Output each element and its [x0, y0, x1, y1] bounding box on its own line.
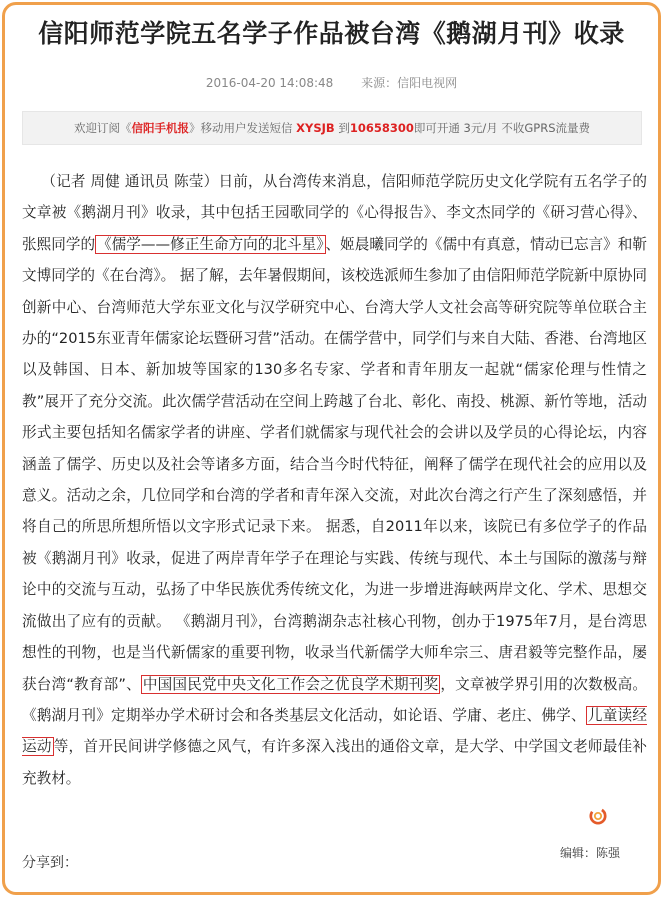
subscribe-prefix: 欢迎订阅《 — [74, 121, 132, 135]
subscribe-banner[interactable] — [22, 111, 642, 145]
subscribe-suffix: 即可开通 3元/月 不收GPRS流量费 — [413, 121, 590, 135]
editor-credit: 编辑：陈强 — [560, 846, 621, 860]
subscribe-to: 到 — [334, 121, 350, 135]
subscribe-middle: 》移动用户发送短信 — [189, 121, 297, 135]
publish-date: 2016-04-20 14:08:48 — [205, 76, 334, 90]
sms-number: 10658300 — [349, 121, 414, 135]
swirl-logo-icon — [589, 807, 607, 825]
share-to-label[interactable]: 分享到： — [22, 855, 78, 871]
sms-code: XYSJB — [296, 121, 335, 135]
article-paragraph — [22, 166, 647, 794]
article-text-1: （记者 周健 通讯员 陈莹）日前，从台湾传来消息，信阳师范学院历史文化学院有五名学子的文章被《鹅湖月刊》收录，其中包括王园歌同学的《心得报告》、李文杰同学的《研习营心得》、张熙同学的 — [22, 173, 648, 253]
article-body — [22, 166, 647, 794]
article-source: 来源：信阳电视网 — [361, 76, 458, 90]
article-text-2: 、姬晨曦同学的《儒中有真意，情动已忘言》和靳文博同学的《在台湾》。 据了解，去年暑假期间，该校选派师生参加了由信阳师范学院新中原协同创新中心、台湾师范大学东亚文化与汉学研究中心、台湾大学人文社会高等研究院等单位联合主办的“2015东亚青年儒家论坛暨研习营”活动。在儒学营中，同学们与来自大陆、香港、台湾地区以及韩国、日本、新加坡等国家的130多名专家、学者和青年朋友一起就“儒家伦理与性情之教”展开了充分交流。此次儒学营活动在空间上跨越了台北、彰化、南投、桃源、新竹等地，活动形式主要包括知名儒家学者的讲座、学者们就儒家与现代社会的会讲以及学员的心得论坛，内容涵盖了儒学、历史以及社会等诸多方面，结合当今时代特征，阐释了儒学在现代社会的应用以及意义。活动之余，几位同学和台湾的学者和青年深入交流，对此次台湾之行产生了深刻感悟，并将自己的所思所想所悟以文字形式记录下来。 据悉，自2011年以来，该院已有多位学子的作品被《鹅湖月刊》收录，促进了两岸青年学子在理论与实践、传统与现代、本土与国际的激荡与辩论中的交流与互动，弘扬了中华民族优秀传统文化，为进一步增进海峡两岸文化、学术、思想交流做出了应有的贡献。 《鹅湖月刊》，台湾鹅湖杂志社核心刊物，创办于1975年7月，是台湾思想性的刊物，也是当代新儒家的重要刊物，收录当代新儒学大师牟宗三、唐君毅等完整作品，屡获台湾“教育部”、 — [22, 235, 647, 693]
article-text-4: 等，首开民间讲学修德之风气，有许多深入浅出的通俗文章，是大学、中学国文老师最佳补充教材。 — [22, 738, 647, 787]
article-meta — [0, 74, 663, 91]
highlight-box-3: 儿童读经运动 — [22, 706, 647, 756]
article-text-3: ，文章被学界引用的次数极高。《鹅湖月刊》定期举办学术研讨会和各类基层文化活动，如论语、学庸、老庄、佛学、 — [22, 675, 647, 724]
highlight-box-1: 《儒学——修正生命方向的北斗星》 — [97, 235, 324, 253]
page-title: 信阳师范学院五名学子作品被台湾《鹅湖月刊》收录 — [38, 19, 625, 48]
highlight-box-2: 中国国民党中央文化工作会之优良学术期刊奖 — [142, 675, 439, 693]
subscribe-brand-link[interactable]: 信阳手机报 — [131, 121, 189, 135]
